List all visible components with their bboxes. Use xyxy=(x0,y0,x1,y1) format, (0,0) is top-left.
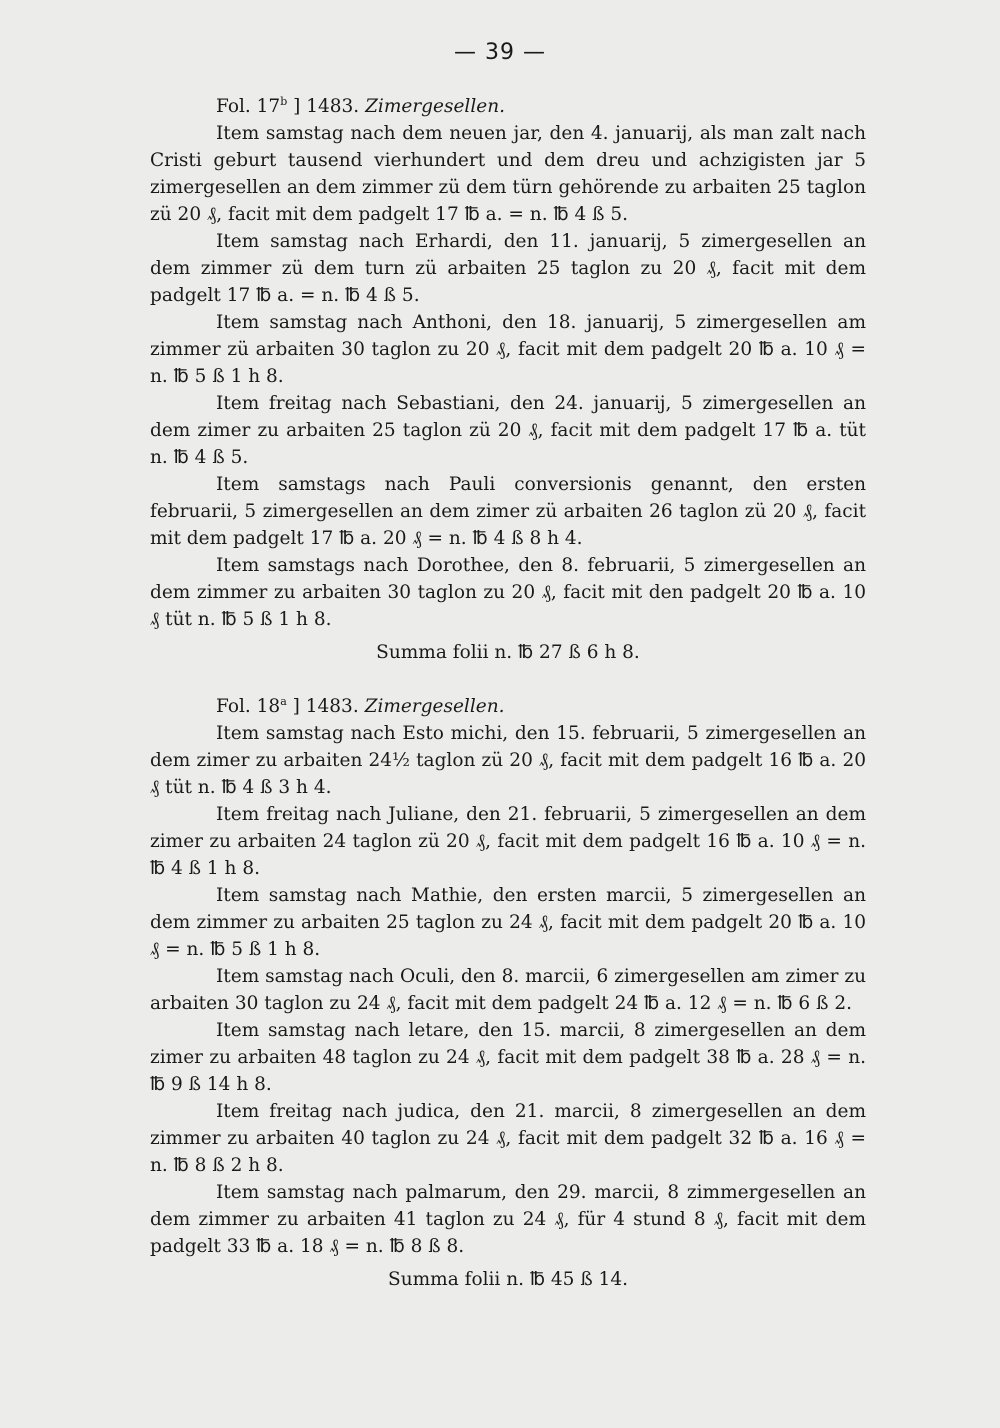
folio-summa: Summa folii n. ℔ 45 ß 14. xyxy=(388,1269,628,1290)
folio-section xyxy=(150,93,866,666)
folio-label: Fol. 18 xyxy=(216,696,281,717)
ledger-entry: Item samstag nach Esto michi, den 15. februarii, 5 zimergesellen an dem zimer zu arbaiten 24½ taglon zü 20 ₰, facit mit dem padgelt 16 ℔ a. 20 ₰ tüt n. ℔ 4 ß 3 h 4. xyxy=(150,723,866,798)
folio-label: Fol. 17 xyxy=(216,96,281,117)
ledger-entry: Item samstag nach letare, den 15. marcii, 8 zimergesellen an dem zimer zu arbaiten 48 taglon zu 24 ₰, facit mit dem padgelt 38 ℔ a. 28 ₰ = n. ℔ 9 ß 14 h 8. xyxy=(150,1020,866,1095)
folio-title: Zimergesellen. xyxy=(365,96,505,117)
folio-superscript: b xyxy=(280,94,288,108)
folio-heading xyxy=(150,693,866,720)
ledger-entry: Item samstag nach Anthoni, den 18. januarij, 5 zimergesellen am zimmer zü arbaiten 30 taglon zu 20 ₰, facit mit dem padgelt 20 ℔ a. 10 ₰ = n. ℔ 5 ß 1 h 8. xyxy=(150,312,866,387)
ledger-entry: Item freitag nach judica, den 21. marcii, 8 zimergesellen an dem zimmer zu arbaiten 40 taglon zu 24 ₰, facit mit dem padgelt 32 ℔ a. 16 ₰ = n. ℔ 8 ß 2 h 8. xyxy=(150,1101,866,1176)
ledger-entry: Item samstag nach Oculi, den 8. marcii, 6 zimergesellen am zimer zu arbaiten 30 taglon zu 24 ₰, facit mit dem padgelt 24 ℔ a. 12 ₰ = n. ℔ 6 ß 2. xyxy=(150,966,866,1014)
ledger-entry: Item samstag nach palmarum, den 29. marcii, 8 zimmergesellen an dem zimmer zu arbaiten 41 taglon zu 24 ₰, für 4 stund 8 ₰, facit mit dem padgelt 33 ℔ a. 18 ₰ = n. ℔ 8 ß 8. xyxy=(150,1182,866,1257)
page-number: — 39 — xyxy=(454,40,546,65)
folio-section xyxy=(150,693,866,1293)
ledger-entry: Item samstag nach Erhardi, den 11. januarij, 5 zimergesellen an dem zimmer zü dem turn zü arbaiten 25 taglon zu 20 ₰, facit mit dem padgelt 17 ℔ a. = n. ℔ 4 ß 5. xyxy=(150,231,866,306)
folio-heading xyxy=(150,93,866,120)
ledger-entry: Item freitag nach Sebastiani, den 24. januarij, 5 zimergesellen an dem zimer zu arbaiten 25 taglon zü 20 ₰, facit mit dem padgelt 17 ℔ a. tüt n. ℔ 4 ß 5. xyxy=(150,393,866,468)
ledger-entry: Item samstags nach Pauli conversionis genannt, den ersten februarii, 5 zimergesellen an dem zimer zü arbaiten 26 taglon zü 20 ₰, facit mit dem padgelt 17 ℔ a. 20 ₰ = n. ℔ 4 ß 8 h 4. xyxy=(150,474,866,549)
folio-summa: Summa folii n. ℔ 27 ß 6 h 8. xyxy=(376,642,640,663)
folio-year: ] 1483. xyxy=(292,696,359,717)
ledger-entry: Item samstag nach Mathie, den ersten marcii, 5 zimergesellen an dem zimmer zu arbaiten 25 taglon zu 24 ₰, facit mit dem padgelt 20 ℔ a. 10 ₰ = n. ℔ 5 ß 1 h 8. xyxy=(150,885,866,960)
ledger-entry: Item samstag nach dem neuen jar, den 4. januarij, als man zalt nach Cristi geburt tausend vierhundert und dem dreu und achzigisten jar 5 zimergesellen an dem zimmer zü dem türn gehörende zu arbaiten 25 taglon zü 20 ₰, facit mit dem padgelt 17 ℔ a. = n. ℔ 4 ß 5. xyxy=(150,123,866,225)
folio-title: Zimergesellen. xyxy=(364,696,505,717)
folio-year: ] 1483. xyxy=(293,96,360,117)
folio-superscript: a xyxy=(280,694,287,708)
ledger-entry: Item samstags nach Dorothee, den 8. februarii, 5 zimergesellen an dem zimmer zu arbaiten 30 taglon zu 20 ₰, facit mit den padgelt 20 ℔ a. 10 ₰ tüt n. ℔ 5 ß 1 h 8. xyxy=(150,555,866,630)
ledger-entry: Item freitag nach Juliane, den 21. februarii, 5 zimergesellen an dem zimer zu arbaiten 24 taglon zü 20 ₰, facit mit dem padgelt 16 ℔ a. 10 ₰ = n. ℔ 4 ß 1 h 8. xyxy=(150,804,866,879)
